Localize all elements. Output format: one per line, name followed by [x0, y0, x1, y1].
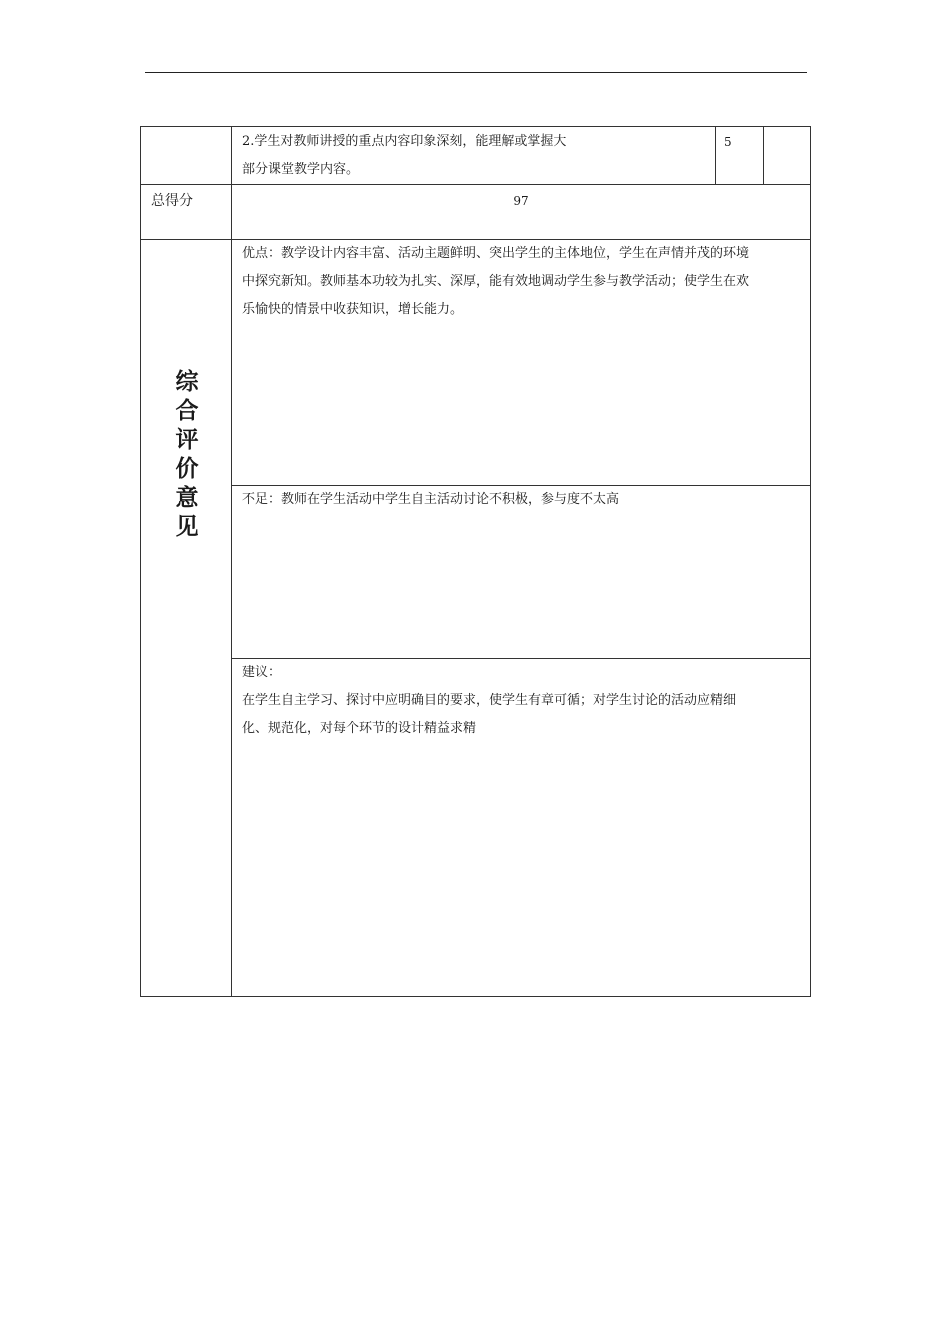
- title-char: 价: [175, 456, 199, 482]
- evaluation-title-cell: [140, 239, 232, 997]
- score-cell: [763, 126, 811, 185]
- title-char: 意: [175, 485, 199, 511]
- suggestion-cell: [231, 658, 811, 997]
- strengths-line: 乐愉快的情景中收获知识，增长能力。: [242, 302, 464, 317]
- title-char: 合: [175, 398, 199, 424]
- strengths-line: 优点：教学设计内容丰富、活动主题鲜明、突出学生的主体地位，学生在声情并茂的环境: [242, 246, 750, 261]
- header-rule: [145, 72, 807, 73]
- criterion-line-2: 部分课堂教学内容。: [242, 162, 360, 177]
- title-char: 评: [175, 427, 199, 453]
- evaluation-title: [141, 368, 233, 542]
- criterion-line-1: 2.学生对教师讲授的重点内容印象深刻，能理解或掌握大: [242, 134, 567, 149]
- weakness-cell: [231, 485, 811, 659]
- total-label-cell: [140, 184, 232, 240]
- evaluation-table: [140, 126, 811, 997]
- total-label: 总得分: [151, 193, 193, 209]
- row1-blank-cell: [140, 126, 232, 185]
- suggestion-label: 建议：: [242, 665, 282, 680]
- title-char: 综: [175, 369, 199, 395]
- max-score-cell: [715, 126, 764, 185]
- total-value: 97: [513, 194, 529, 208]
- strengths-line: 中探究新知。教师基本功较为扎实、深厚，能有效地调动学生参与教学活动；使学生在欢: [242, 274, 750, 289]
- total-value-cell: [231, 184, 811, 240]
- strengths-cell: [231, 239, 811, 486]
- suggestion-line: 在学生自主学习、探讨中应明确目的要求，使学生有章可循；对学生讨论的活动应精细: [242, 693, 737, 708]
- criterion-cell: [231, 126, 716, 185]
- suggestion-line: 化、规范化，对每个环节的设计精益求精: [242, 721, 477, 736]
- max-score: 5: [724, 135, 732, 149]
- title-char: 见: [175, 514, 199, 540]
- weakness-text: 不足：教师在学生活动中学生自主活动讨论不积极，参与度不太高: [242, 492, 620, 507]
